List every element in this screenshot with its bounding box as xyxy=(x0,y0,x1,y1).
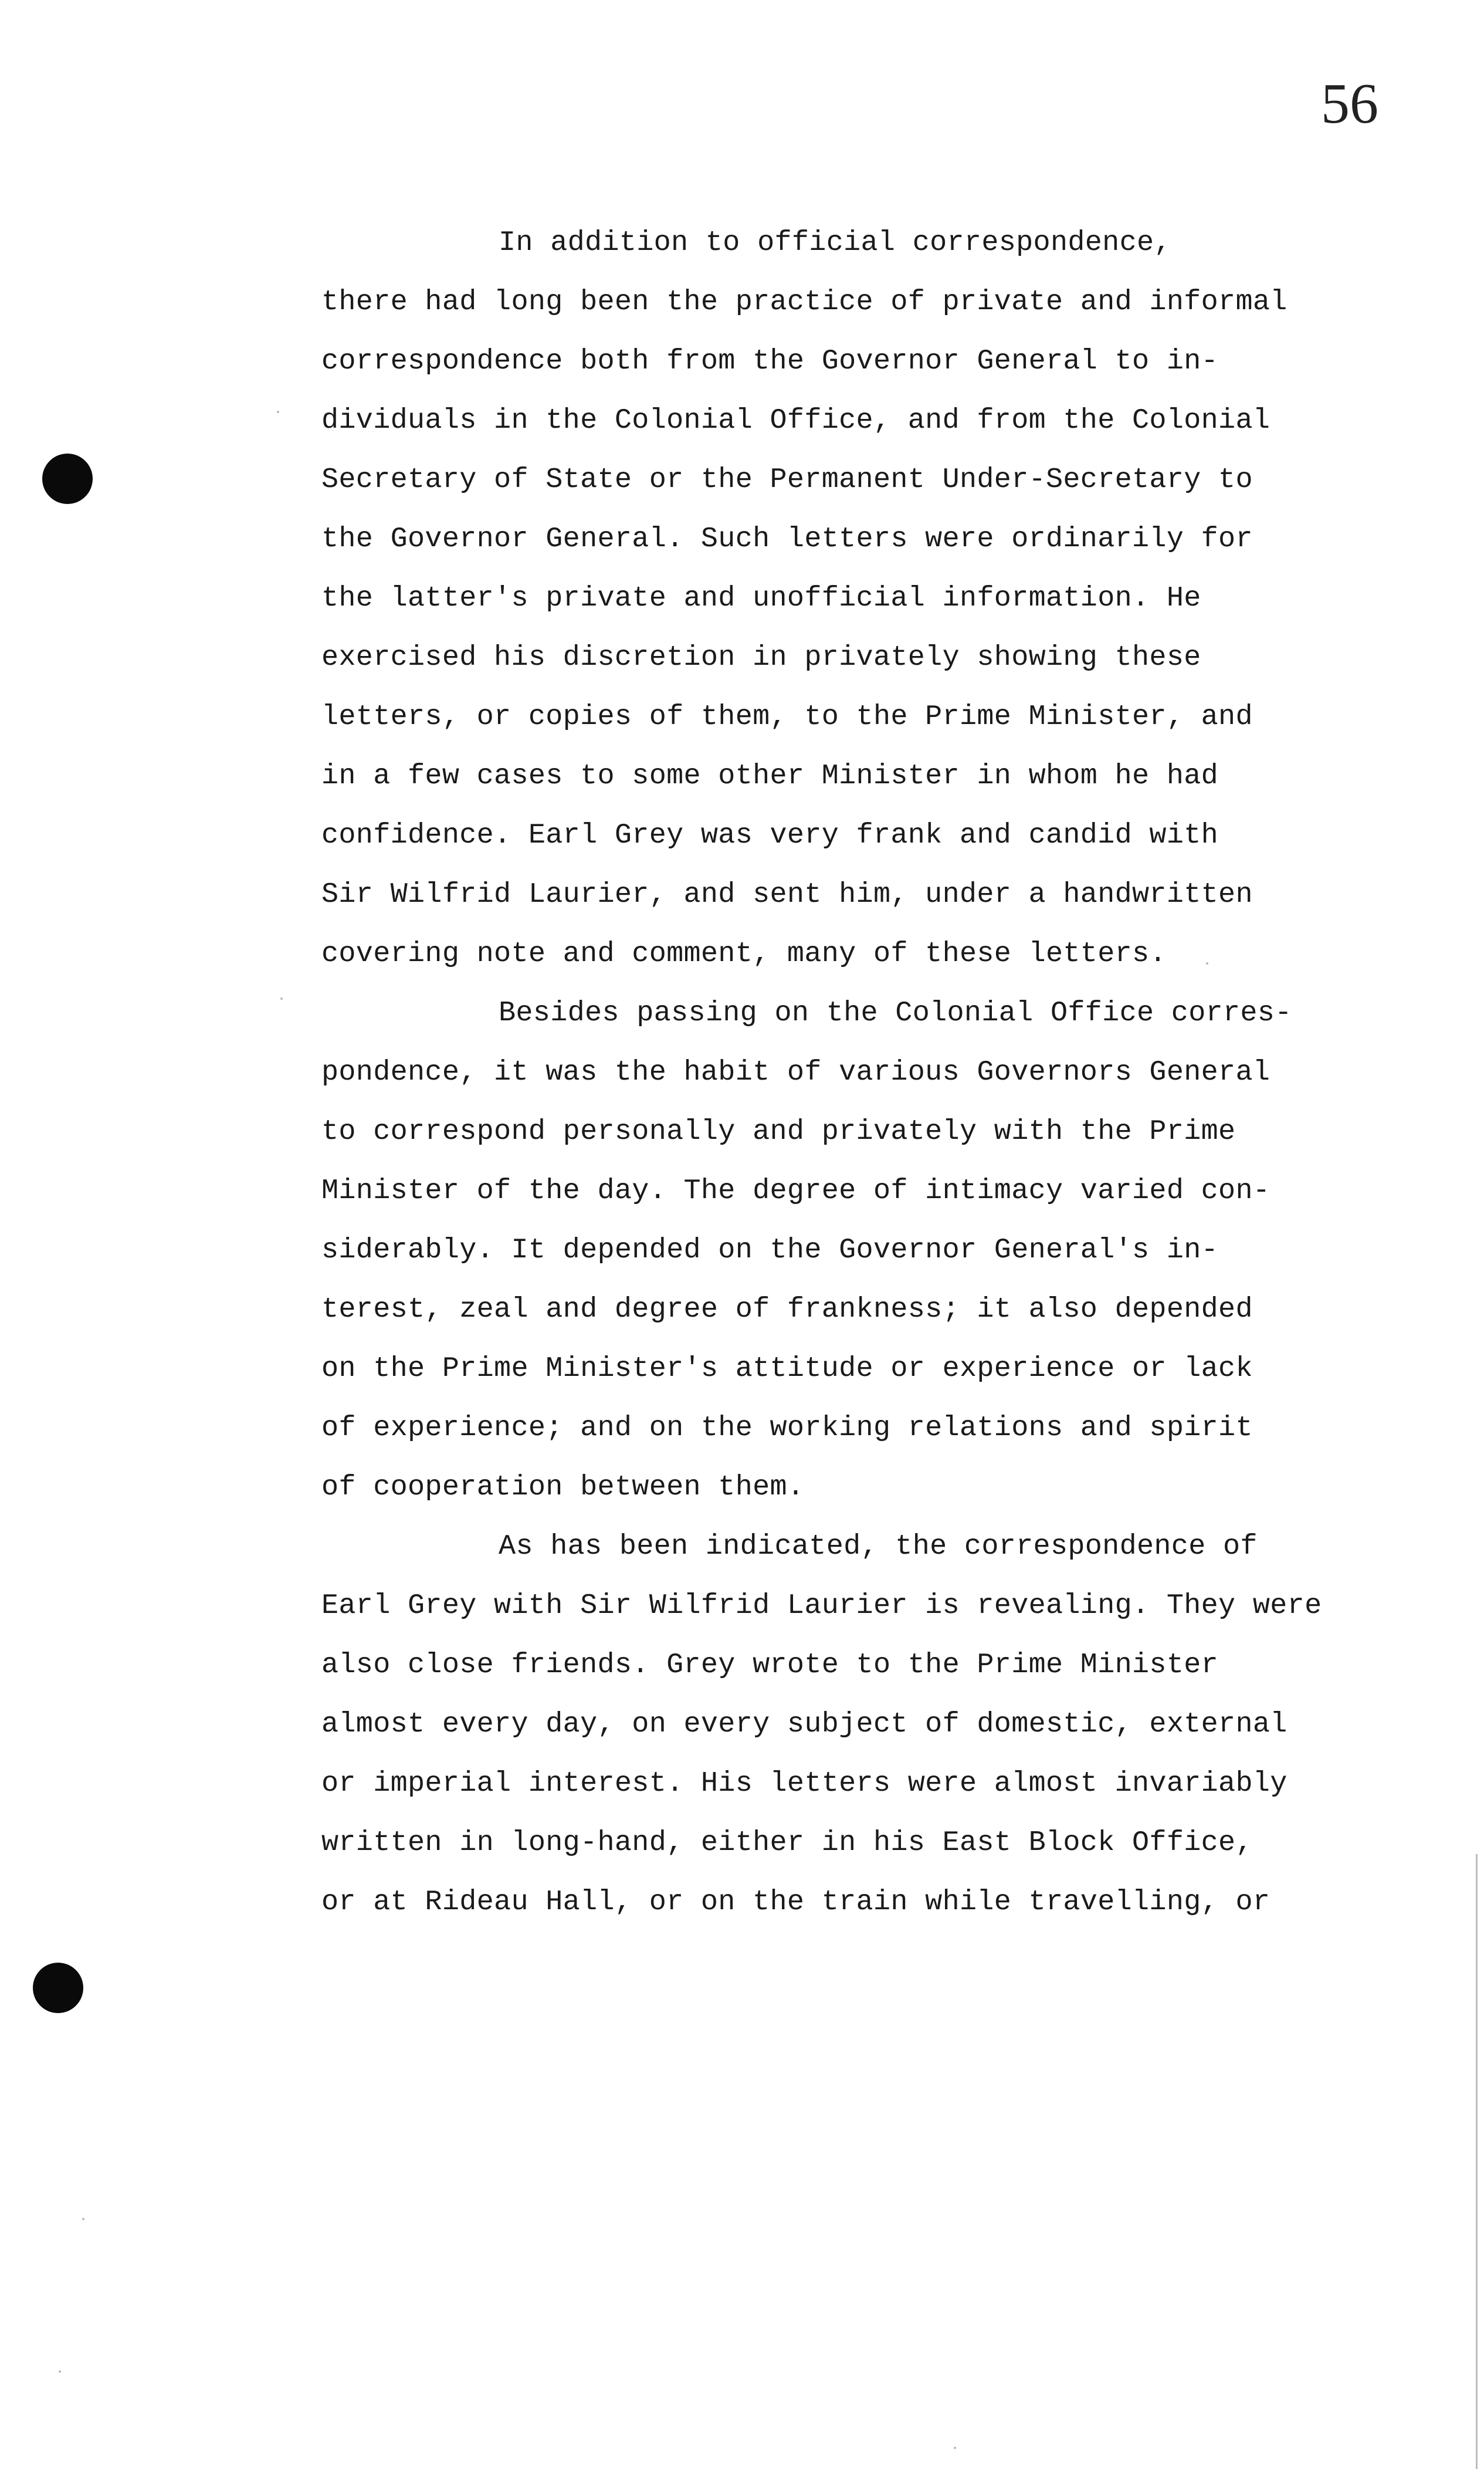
text-line: to correspond personally and privately with the Prime xyxy=(321,1115,1236,1148)
text-line: terest, zeal and degree of frankness; it also depended xyxy=(321,1293,1253,1325)
text-line: exercised his discretion in privately showing these xyxy=(321,641,1201,674)
text-line: or at Rideau Hall, or on the train while travelling, or xyxy=(321,1886,1270,1918)
scan-speck xyxy=(59,2370,61,2373)
document-body xyxy=(321,226,1377,1945)
paragraph-first-line: Besides passing on the Colonial Office corres- xyxy=(499,997,1292,1029)
text-line: also close friends. Grey wrote to the Prime Minister xyxy=(321,1649,1219,1681)
text-line: of experience; and on the working relations and spirit xyxy=(321,1412,1253,1444)
text-line: dividuals in the Colonial Office, and from the Colonial xyxy=(321,404,1270,437)
text-line: on the Prime Minister's attitude or experience or lack xyxy=(321,1352,1253,1385)
scan-speck xyxy=(82,2218,84,2220)
text-line: written in long-hand, either in his East Block Office, xyxy=(321,1827,1253,1859)
text-line: pondence, it was the habit of various Governors General xyxy=(321,1056,1270,1088)
text-line: the latter's private and unofficial information. He xyxy=(321,582,1201,614)
text-line: the Governor General. Such letters were ordinarily for xyxy=(321,523,1253,555)
punch-hole-bottom xyxy=(33,1963,83,2013)
text-line: Earl Grey with Sir Wilfrid Laurier is revealing. They were xyxy=(321,1589,1322,1622)
text-line: confidence. Earl Grey was very frank and candid with xyxy=(321,819,1219,851)
text-line: there had long been the practice of private and informal xyxy=(321,286,1288,318)
text-line: siderably. It depended on the Governor General's in- xyxy=(321,1234,1219,1266)
scan-edge-line xyxy=(1476,1854,1478,2469)
paragraph-first-line: In addition to official correspondence, xyxy=(499,226,1171,259)
text-line: or imperial interest. His letters were almost invariably xyxy=(321,1767,1288,1800)
text-line: letters, or copies of them, to the Prime Minister, and xyxy=(321,701,1253,733)
paragraph-first-line: As has been indicated, the correspondence of xyxy=(499,1530,1258,1562)
text-line: correspondence both from the Governor General to in- xyxy=(321,345,1219,377)
page-number: 56 xyxy=(1321,72,1378,136)
text-line: covering note and comment, many of these letters. xyxy=(321,938,1167,970)
scan-speck xyxy=(277,411,279,413)
scan-speck xyxy=(280,997,283,1000)
text-line: in a few cases to some other Minister in whom he had xyxy=(321,760,1219,792)
scan-speck xyxy=(954,2447,956,2449)
text-line: almost every day, on every subject of domestic, external xyxy=(321,1708,1288,1740)
text-line: Secretary of State or the Permanent Under-Secretary to xyxy=(321,464,1253,496)
text-line: of cooperation between them. xyxy=(321,1471,805,1503)
text-line: Sir Wilfrid Laurier, and sent him, under a handwritten xyxy=(321,878,1253,911)
text-line: Minister of the day. The degree of intimacy varied con- xyxy=(321,1175,1270,1207)
punch-hole-top xyxy=(42,454,93,504)
